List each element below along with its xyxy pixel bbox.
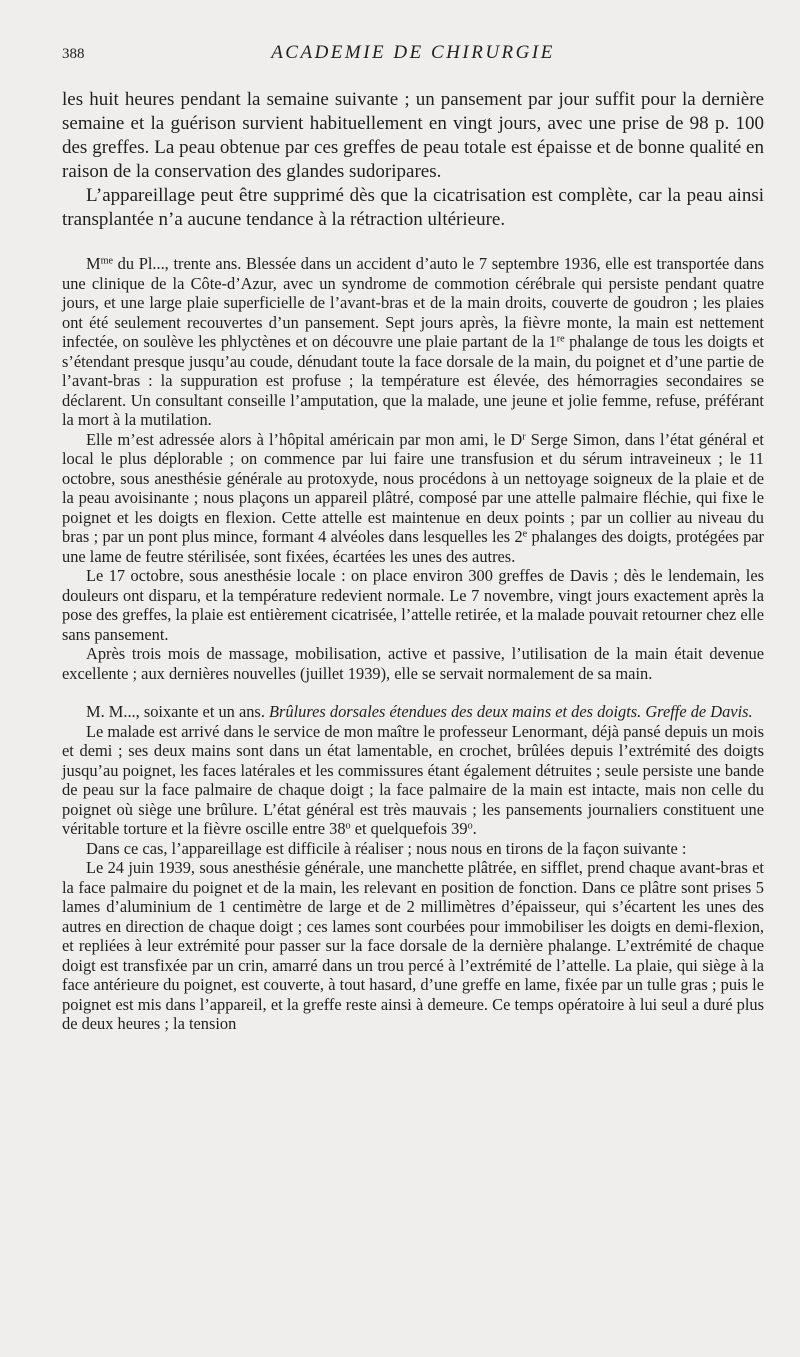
running-title: ACADEMIE DE CHIRURGIE (271, 42, 555, 63)
case1-paragraph-2 (62, 430, 764, 567)
text-run: phalange de tous les doigts et s’étendant presque jusqu’au coude, dénudant toute la face dorsale de la main, du poignet et d’une partie de l’avant-bras : la suppuration est profuse ; la température est élevée, des hémorragies secondaires se déclarent. Un consultant conseille l’amputation, que la malade, une jeune et jolie femme, refuse, préférant la mort à la mutilation. (62, 332, 764, 429)
text-run: Le malade est arrivé dans le service de mon maître le professeur Lenormant, déjà pansé depuis un mois et demi ; ses deux mains sont dans un état lamentable, en crochet, brûlées depuis l’extrémité des doigts jusqu’au poignet, les faces latérales et les commissures étant également détruites ; seule persiste une bande de peau sur la face palmaire de chaque doigt ; la face palmaire de la main est intacte, mais non celle du poignet où siège une brûlure. L’état général est très mauvais ; les pansements journaliers constituent une véritable torture et la fièvre oscille entre 38 (62, 721, 764, 838)
text-run: Elle m’est adressée alors à l’hôpital américain par mon ami, le D (86, 429, 523, 449)
text-run: phalanges des doigts, protégées par une lame de feutre stérilisée, sont fixées, écartées les unes des autres. (62, 527, 764, 566)
case2-paragraph-2 (62, 722, 764, 839)
case2-paragraph-3: Dans ce cas, l’appareillage est difficile à réaliser ; nous nous en tirons de la façon suivante : (86, 838, 687, 858)
case1-paragraph-4: Après trois mois de massage, mobilisation, active et passive, l’utilisation de la main était devenue excellente ; aux dernières nouvelles (juillet 1939), elle se servait normalement de sa main. (62, 644, 764, 683)
superscript: e (522, 528, 528, 540)
body-text (62, 88, 764, 1034)
text-run: . (472, 819, 477, 838)
text-run: du Pl..., trente ans. Blessée dans un accident d’auto le 7 septembre 1936, elle est transportée dans une clinique de la Côte-d’Azur, avec un syndrome de commotion cérébrale qui persiste pendant quatre jours, et une large plaie superficielle de l’avant-bras et de la main droits, couverte de goudron ; les plaies ont été seulement recouvertes d’un pansement. Sept jours après, la fièvre monte, la main est nettement infectée, on soulève les phlyctènes et on découvre une plaie partant de la 1 (62, 254, 764, 351)
lead-paragraph-1: les huit heures pendant la semaine suivante ; un pansement par jour suffit pour la dernière semaine et la guérison survient habituellement en vingt jours, avec une prise de 98 p. 100 des greffes. La peau obtenue par ces greffes de peau totale est épaisse et de bonne qualité en raison de la conservation des glandes sudoripares. (62, 89, 764, 182)
superscript: o (345, 820, 351, 832)
text-run: M. M..., soixante et un ans. (86, 702, 270, 721)
text-run: Serge Simon, dans l’état général et local le plus déplorable ; on commence par lui faire une transfusion et du sérum intraveineux ; le 11 octobre, sous anesthésie générale au protoxyde, nous procédons à un nettoyage soigneux de la plaie et de la peau avoisinante ; nous plaçons un appareil plâtré, composé par une attelle palmaire fléchie, qui fixe le poignet et les doigts en flexion. Cette attelle est maintenue en deux points ; par un collier au niveau du bras ; par un pont plus mince, formant 4 alvéoles dans lesquelles les 2 (62, 429, 764, 546)
page-header (62, 42, 764, 70)
superscript: o (467, 820, 473, 832)
case1-abbr: M (86, 254, 101, 273)
case1-paragraph-1 (62, 254, 764, 430)
superscript: me (100, 255, 113, 267)
case2-paragraph-4: Le 24 juin 1939, sous anesthésie générale, une manchette plâtrée, en sifflet, prend chaque avant-bras et la face palmaire du poignet et de la main, les relevant en position de fonction. Dans ce plâtre sont prises 5 lames d’aluminium de 1 centimètre de large et de 2 millimètres d’épaisseur, qui s’écartent les unes des autres en direction de chaque doigt ; ces lames sont courbées pour immobiliser les doigts en demi-flexion, et repliées à leur extrémité pour passer sur la face dorsale de la dernière phalange. L’extrémité de chaque doigt est transfixée par un crin, amarré dans un trou percé à l’extrémité de l’attelle. La plaie, qui siège à la face antérieure du poignet, est couverte, à tout hasard, d’une greffe en lame, fixée par un tulle gras ; puis le poignet est mis dans l’appareil, et la greffe reste ainsi à demeure. Ce temps opératoire à lui seul a duré plus de deux heures ; la tension (62, 858, 764, 1033)
superscript: r (522, 430, 526, 442)
case2-italic-title: Brûlures dorsales étendues des deux mains et des doigts. Greffe de Davis. (269, 702, 753, 721)
superscript: re (556, 333, 565, 345)
case1-paragraph-3: Le 17 octobre, sous anesthésie locale : on place environ 300 greffes de Davis ; dès le lendemain, les douleurs ont disparu, et la température redevient normale. Le 7 novembre, vingt jours exactement après la pose des greffes, la plaie est entièrement cicatrisée, l’attelle retirée, et la malade pouvait retourner chez elle sans pansement. (62, 566, 764, 644)
lead-section (62, 88, 764, 232)
lead-paragraph-2: L’appareillage peut être supprimé dès que la cicatrisation est complète, car la peau ainsi transplantée n’a aucune tendance à la rétraction ultérieure. (62, 185, 764, 230)
case-report-2 (62, 702, 764, 1034)
case2-paragraph-1 (62, 702, 764, 722)
page-number: 388 (62, 46, 85, 62)
text-run: et quelquefois 39 (350, 819, 468, 838)
case-report-1 (62, 254, 764, 683)
